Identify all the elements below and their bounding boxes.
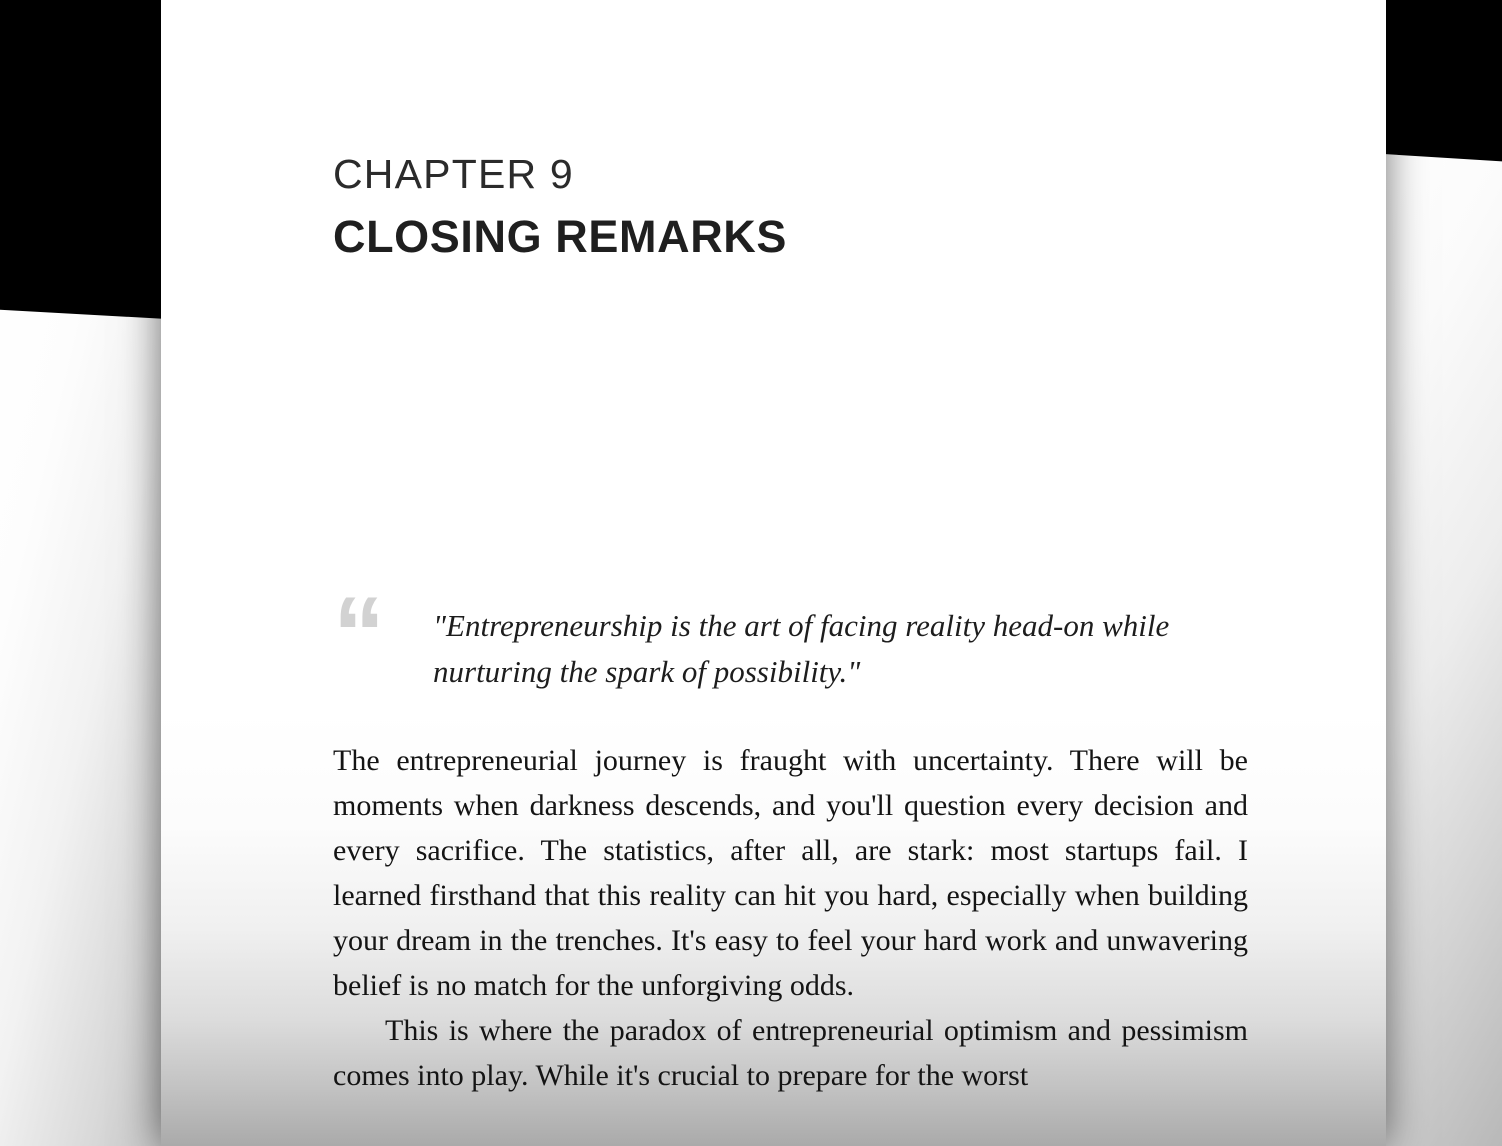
body-text-group [333, 738, 1248, 1098]
body-paragraph: The entrepreneurial journey is fraught with uncertainty. There will be moments when darkness descends, and you'll question every decision and every sacrifice. The statistics, after all, are stark: most startups fail. I learned firsthand that this reality can hit you hard, especially when building your dream in the trenches. It's easy to feel your hard work and unwavering belief is no match for the unforgiving odds. [333, 744, 1248, 1002]
book-page [161, 0, 1386, 1146]
pull-quote [333, 576, 1248, 695]
chapter-number-label: CHAPTER 9 [333, 151, 574, 197]
body-paragraph: This is where the paradox of entrepreneurial optimism and pessimism comes into play. While it's crucial to prepare for the worst [333, 1014, 1248, 1092]
chapter-title: CLOSING REMARKS [333, 210, 788, 262]
pull-quote-text: "Entrepreneurship is the art of facing reality head-on while nurturing the spark of possibility." [433, 608, 1170, 689]
quotation-mark-icon: “ [333, 576, 383, 692]
chapter-heading-group [333, 152, 1248, 265]
page-content-column [333, 0, 1248, 1146]
